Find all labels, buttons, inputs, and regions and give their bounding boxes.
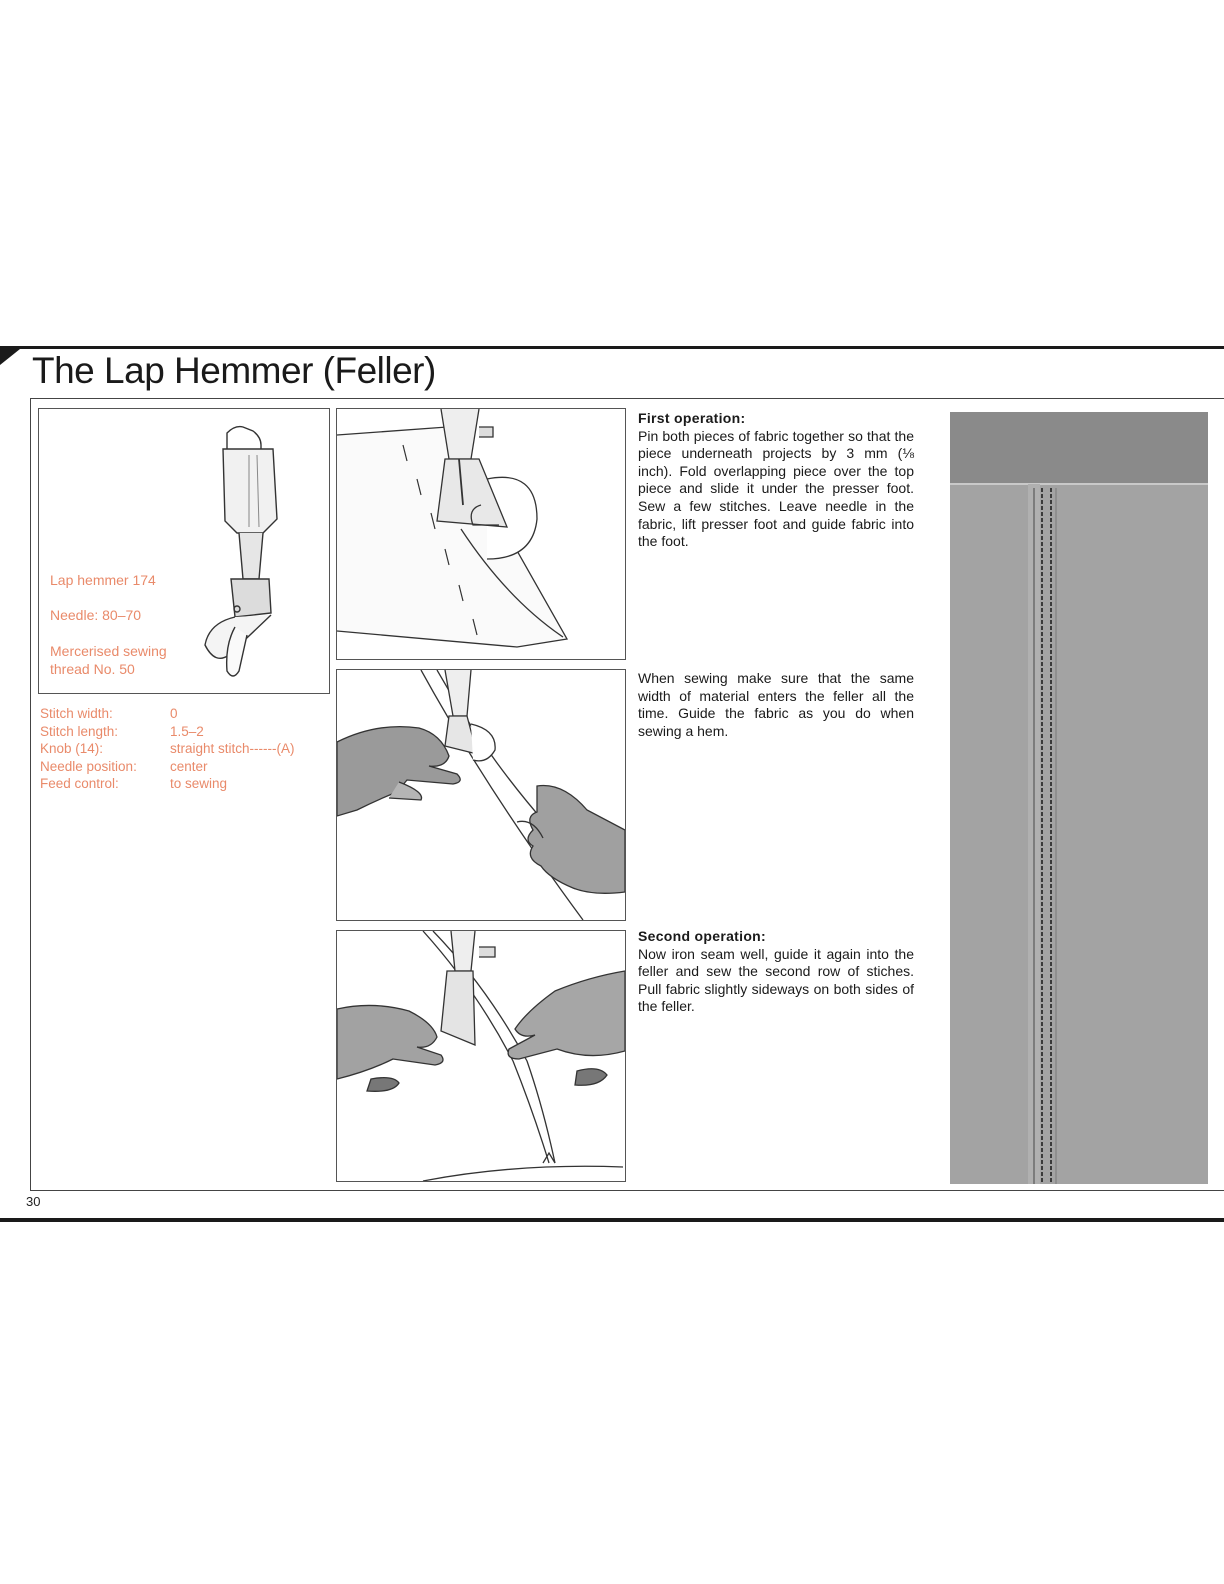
- setting-value: 1.5–2: [170, 723, 204, 739]
- setting-label: Stitch length:: [40, 723, 119, 739]
- setting-feed-control: [40, 776, 330, 794]
- page-title: The Lap Hemmer (Feller): [32, 350, 436, 391]
- corner-mark: [0, 349, 20, 365]
- setting-knob: [40, 741, 330, 759]
- second-row-stitching-drawing: [337, 931, 625, 1181]
- felled-seam-image: [950, 412, 1208, 1184]
- setting-label: Knob (14):: [40, 741, 104, 756]
- page-number: 30: [26, 1194, 41, 1209]
- illustration-second-operation: [336, 930, 626, 1182]
- fabric-under-foot-drawing: [337, 409, 625, 659]
- first-operation-heading: First operation:: [638, 410, 746, 426]
- first-operation-body: Pin both pieces of fabric together so that the piece underneath projects by 3 mm (⅛ inch). Fold overlapping piece over the top piece and slide it under the presser foot. Sew a few stitches. Leave needle in the fabric, lift presser foot and guide fabric into the foot.: [638, 427, 914, 550]
- during-sewing-body: When sewing make sure that the same width of material enters the feller all the time. Guide the fabric as you do when sewing a hem.: [638, 670, 914, 739]
- finished-seam-photo: [950, 412, 1208, 1184]
- machine-settings: [40, 706, 330, 794]
- second-operation-text: [638, 928, 914, 1016]
- bottom-rule: [30, 1190, 1224, 1191]
- top-rule: [0, 346, 1224, 349]
- thread-spec-line1: Mercerised sewing: [50, 643, 167, 659]
- setting-value: 0: [170, 706, 178, 721]
- presser-foot-panel: [38, 408, 330, 694]
- second-operation-heading: Second operation:: [638, 928, 766, 944]
- setting-label: Needle position:: [40, 758, 137, 774]
- setting-value: to sewing: [170, 776, 228, 791]
- thread-spec-line2: thread No. 50: [50, 661, 135, 677]
- illustration-guiding-fabric: [336, 669, 626, 921]
- setting-value: center: [170, 758, 208, 774]
- illustration-first-operation: [336, 408, 626, 660]
- foot-name: Lap hemmer 174: [50, 572, 156, 588]
- bottom-edge-rule: [0, 1218, 1224, 1222]
- setting-stitch-width: [40, 706, 330, 724]
- setting-label: Feed control:: [40, 776, 119, 791]
- needle-spec: Needle: 80–70: [50, 607, 142, 623]
- setting-needle-position: [40, 759, 330, 777]
- setting-label: Stitch width:: [40, 706, 113, 721]
- second-operation-body: Now iron seam well, guide it again into the feller and sew the second row of stiches. Pull fabric slightly sideways on both sides of the feller.: [638, 945, 914, 1015]
- hands-guiding-fabric-drawing: [337, 670, 625, 920]
- during-sewing-text: [638, 670, 914, 740]
- first-operation-text: [638, 410, 914, 551]
- setting-value: straight stitch------(A): [170, 741, 295, 756]
- setting-stitch-length: [40, 724, 330, 742]
